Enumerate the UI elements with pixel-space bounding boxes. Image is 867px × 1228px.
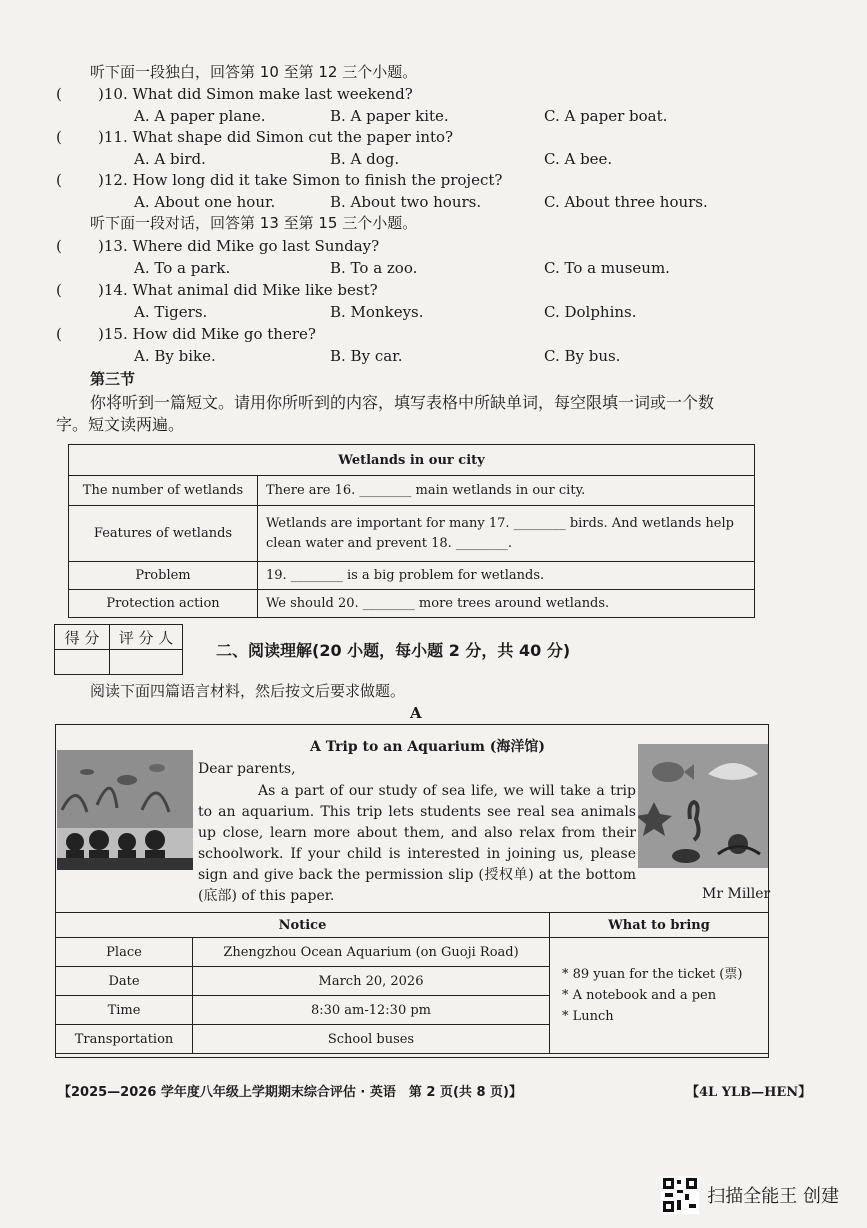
scanner-label: 扫描全能王 创建 <box>707 1186 839 1207</box>
option-a: A. To a park. <box>134 259 231 277</box>
notice-value: Zhengzhou Ocean Aquarium (on Guoji Road) <box>193 938 550 967</box>
table-row-content: 19. ________ is a big problem for wetlands. <box>258 562 755 590</box>
option-c: C. To a museum. <box>544 259 670 277</box>
option-b: B. To a zoo. <box>330 259 418 277</box>
option-a: A. Tigers. <box>134 303 208 321</box>
notice-value: School buses <box>193 1025 550 1054</box>
table-row-label: Features of wetlands <box>69 506 258 562</box>
notice-label: Place <box>56 938 193 967</box>
wetlands-table-title: Wetlands in our city <box>69 445 755 476</box>
footer-left: 【2025—2026 学年度八年级上学期期末综合评估 · 英语 第 2 页(共 8 页)】 <box>58 1085 522 1100</box>
sea-life-illustration <box>638 744 768 868</box>
question-text: )14. What animal did Mike like best? <box>98 281 378 299</box>
option-c: C. A bee. <box>544 150 613 168</box>
qr-code-icon <box>661 1176 699 1214</box>
answer-bracket[interactable]: ( <box>56 85 62 103</box>
table-row-label: Protection action <box>69 590 258 618</box>
notice-label: Transportation <box>56 1025 193 1054</box>
score-box <box>54 624 183 675</box>
option-a: A. About one hour. <box>134 193 276 211</box>
option-b: B. Monkeys. <box>330 303 424 321</box>
table-row-label: Problem <box>69 562 258 590</box>
option-c: C. About three hours. <box>544 193 708 211</box>
list-item: * 89 yuan for the ticket (票) <box>562 967 743 982</box>
score-field[interactable] <box>55 650 110 675</box>
score-label: 得 分 <box>55 625 110 650</box>
question-text: )10. What did Simon make last weekend? <box>98 85 413 103</box>
what-to-bring-header: What to bring <box>550 913 769 938</box>
list-item: * Lunch <box>562 1009 614 1024</box>
scanner-watermark <box>661 1176 839 1214</box>
answer-bracket[interactable]: ( <box>56 325 62 343</box>
passage-label: A <box>410 704 422 722</box>
question-text: )12. How long did it take Simon to finish the project? <box>98 171 503 189</box>
table-row-content: Wetlands are important for many 17. ________ birds. And wetlands help clean water and prevent 18. ________. <box>258 506 755 562</box>
option-b: B. About two hours. <box>330 193 482 211</box>
list-item: * A notebook and a pen <box>562 988 717 1003</box>
section3-instruction-2: 字。短文读两遍。 <box>56 415 185 434</box>
letter-body: As a part of our study of sea life, we will take a trip to an aquarium. This trip lets students see real sea animals up close, learn more about them, and also relax from their schoolwork. If your child is interested in joining us, please sign and give back the permission slip (授权单) at the bottom (底部) of this paper. <box>198 783 636 904</box>
notice-label: Date <box>56 967 193 996</box>
question-text: )15. How did Mike go there? <box>98 325 316 343</box>
question-text: )11. What shape did Simon cut the paper into? <box>98 128 454 146</box>
answer-bracket[interactable]: ( <box>56 128 62 146</box>
notice-header: Notice <box>56 913 550 938</box>
table-row-content: We should 20. ________ more trees around wetlands. <box>258 590 755 618</box>
section3-title: 第三节 <box>90 370 136 388</box>
table-row-label: The number of wetlands <box>69 476 258 506</box>
option-a: A. By bike. <box>134 347 216 365</box>
notice-table <box>55 912 769 1054</box>
option-b: B. A dog. <box>330 150 400 168</box>
option-b: B. By car. <box>330 347 403 365</box>
notice-value: March 20, 2026 <box>193 967 550 996</box>
notice-label: Time <box>56 996 193 1025</box>
option-c: C. By bus. <box>544 347 621 365</box>
wetlands-table <box>68 444 755 618</box>
option-a: A. A paper plane. <box>134 107 266 125</box>
footer-right: 【4L YLB—HEN】 <box>686 1085 812 1100</box>
option-c: C. Dolphins. <box>544 303 637 321</box>
listening-intro-10-12: 听下面一段独白，回答第 10 至第 12 三个小题。 <box>90 63 418 81</box>
section3-instruction-1: 你将听到一篇短文。请用你所听到的内容，填写表格中所缺单词，每空限填一词或一个数 <box>90 393 715 412</box>
aquarium-photo <box>57 750 193 870</box>
option-a: A. A bird. <box>134 150 206 168</box>
option-c: C. A paper boat. <box>544 107 668 125</box>
answer-bracket[interactable]: ( <box>56 171 62 189</box>
letter-signature: Mr Miller <box>702 886 771 902</box>
reading-instruction: 阅读下面四篇语言材料，然后按文后要求做题。 <box>90 682 406 700</box>
letter-greeting: Dear parents, <box>198 761 296 777</box>
bring-list <box>550 938 769 1054</box>
table-row-content: There are 16. ________ main wetlands in our city. <box>258 476 755 506</box>
answer-bracket[interactable]: ( <box>56 281 62 299</box>
letter-title: A Trip to an Aquarium (海洋馆) <box>310 739 546 755</box>
option-b: B. A paper kite. <box>330 107 449 125</box>
reading-heading: 二、阅读理解(20 小题，每小题 2 分，共 40 分) <box>216 641 571 660</box>
grader-label: 评 分 人 <box>110 625 183 650</box>
listening-intro-13-15: 听下面一段对话，回答第 13 至第 15 三个小题。 <box>90 214 418 232</box>
notice-value: 8:30 am-12:30 pm <box>193 996 550 1025</box>
grader-field[interactable] <box>110 650 183 675</box>
question-text: )13. Where did Mike go last Sunday? <box>98 237 380 255</box>
answer-bracket[interactable]: ( <box>56 237 62 255</box>
